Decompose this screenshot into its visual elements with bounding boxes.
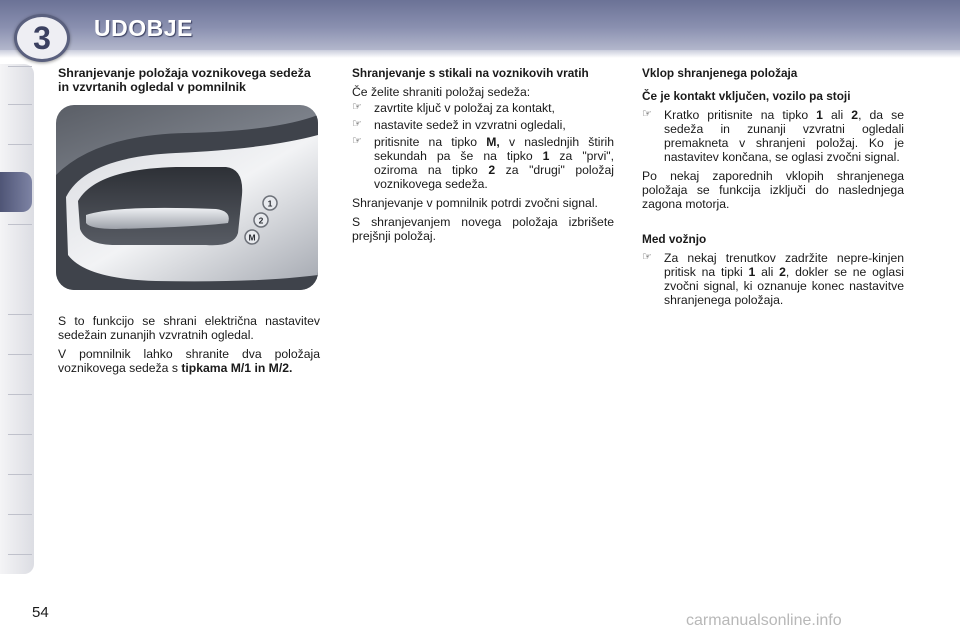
subheading: Če je kontakt vključen, vozilo pa stoji	[642, 89, 851, 103]
chapter-badge	[14, 14, 70, 62]
tab-divider	[8, 354, 32, 355]
key-label: 2	[851, 108, 859, 122]
tab-divider	[8, 66, 32, 67]
subheading: Med vožnjo	[642, 232, 707, 246]
key-label: M,	[486, 135, 500, 149]
tab-divider	[8, 434, 32, 435]
paragraph: Po nekaj zaporednih vklopih shranjenega položaja se funkcija izključi do naslednjega zagona motorja.	[642, 169, 904, 211]
tab-divider	[8, 224, 32, 225]
key-label: 1	[542, 149, 550, 163]
paragraph: Shranjevanje v pomnilnik potrdi zvočni signal.	[352, 196, 598, 210]
list-item	[352, 118, 614, 132]
text-run: pritisnite na tipko	[374, 135, 487, 149]
text-run: za "drugi" položaj voznikovega sedeža.	[374, 163, 614, 191]
tab-divider	[8, 314, 32, 315]
list-item	[352, 101, 614, 115]
text-run: za "prvi", oziroma na tipko	[374, 149, 614, 177]
pointer-bullet-icon: ☞	[352, 135, 362, 147]
column-1-body	[58, 314, 320, 380]
chapter-title: UDOBJE	[94, 15, 193, 41]
key-label: 1	[748, 265, 756, 279]
chapter-tab-active	[0, 172, 32, 212]
header-fade	[0, 50, 960, 58]
text-run: ali	[822, 108, 852, 122]
text-run: v naslednjih štirih sekundah pa še na tipko	[374, 135, 615, 163]
pointer-bullet-icon: ☞	[642, 251, 652, 263]
tab-divider	[8, 554, 32, 555]
section-heading: Shranjevanje s stikali na voznikovih vratih	[352, 66, 589, 80]
watermark: carmanualsonline.info	[686, 612, 842, 629]
list-item	[642, 108, 904, 164]
door-panel-illustration	[56, 105, 318, 290]
text-run: ali	[755, 265, 780, 279]
tab-divider	[8, 104, 32, 105]
chapter-tabs	[0, 64, 34, 574]
tab-divider	[8, 144, 32, 145]
list-item	[642, 251, 904, 307]
key-label: 2	[779, 265, 786, 279]
key-label: 2	[488, 163, 496, 177]
section-heading: Vklop shranjenega položaja	[642, 66, 798, 80]
pointer-bullet-icon: ☞	[352, 118, 362, 130]
section-heading: Shranjevanje položaja voznikovega sedeža in vzvrtanih ogledal v pomnilnik	[58, 66, 311, 94]
door-memory-buttons-photo	[56, 105, 318, 290]
list-item-text: nastavite sedež in vzvratni ogledali,	[374, 118, 566, 132]
column-2	[352, 67, 614, 248]
memory-button-label: 2	[258, 215, 264, 226]
text-run: , dokler se ne oglasi zvočni signal, ki oznanuje konec nastavitve shranjenega položaja.	[664, 265, 904, 307]
text-run: , da se sedeža in zunanji vzvratni ogledali premakneta v shranjeni položaj. Ko je nastavitev končana, se oglasi zvočni signal.	[664, 108, 905, 164]
pointer-bullet-icon: ☞	[352, 101, 362, 113]
text-run: V pomnilnik lahko shranite dva položaja voznikovega sedeža s	[58, 347, 320, 375]
memory-button-label: M	[248, 232, 256, 243]
tab-divider	[8, 514, 32, 515]
tab-divider	[8, 394, 32, 395]
list-item	[352, 135, 614, 191]
bold-keys: tipkama M/1 in M/2.	[181, 361, 293, 375]
text-run: Za nekaj trenutkov zadržite nepre-kinjen pritisk na tipki	[664, 251, 904, 279]
chapter-number: 3	[33, 20, 51, 56]
tab-divider	[8, 474, 32, 475]
column-1	[58, 66, 320, 99]
list-item-text: zavrtite ključ v položaj za kontakt,	[374, 101, 555, 115]
paragraph: S to funkcijo se shrani električna nastavitev sedežain zunanjih vzvratnih ogledal.	[58, 314, 320, 342]
key-label: 1	[816, 108, 823, 122]
paragraph: Če želite shraniti položaj sedeža:	[352, 85, 531, 99]
pointer-bullet-icon: ☞	[642, 108, 652, 120]
page-number: 54	[32, 604, 49, 621]
memory-button-label: 1	[267, 198, 273, 209]
paragraph	[58, 347, 320, 375]
paragraph: S shranjevanjem novega položaja izbrišete prejšnji položaj.	[352, 215, 614, 243]
text-run: Kratko pritisnite na tipko	[664, 108, 817, 122]
column-3	[642, 67, 904, 310]
